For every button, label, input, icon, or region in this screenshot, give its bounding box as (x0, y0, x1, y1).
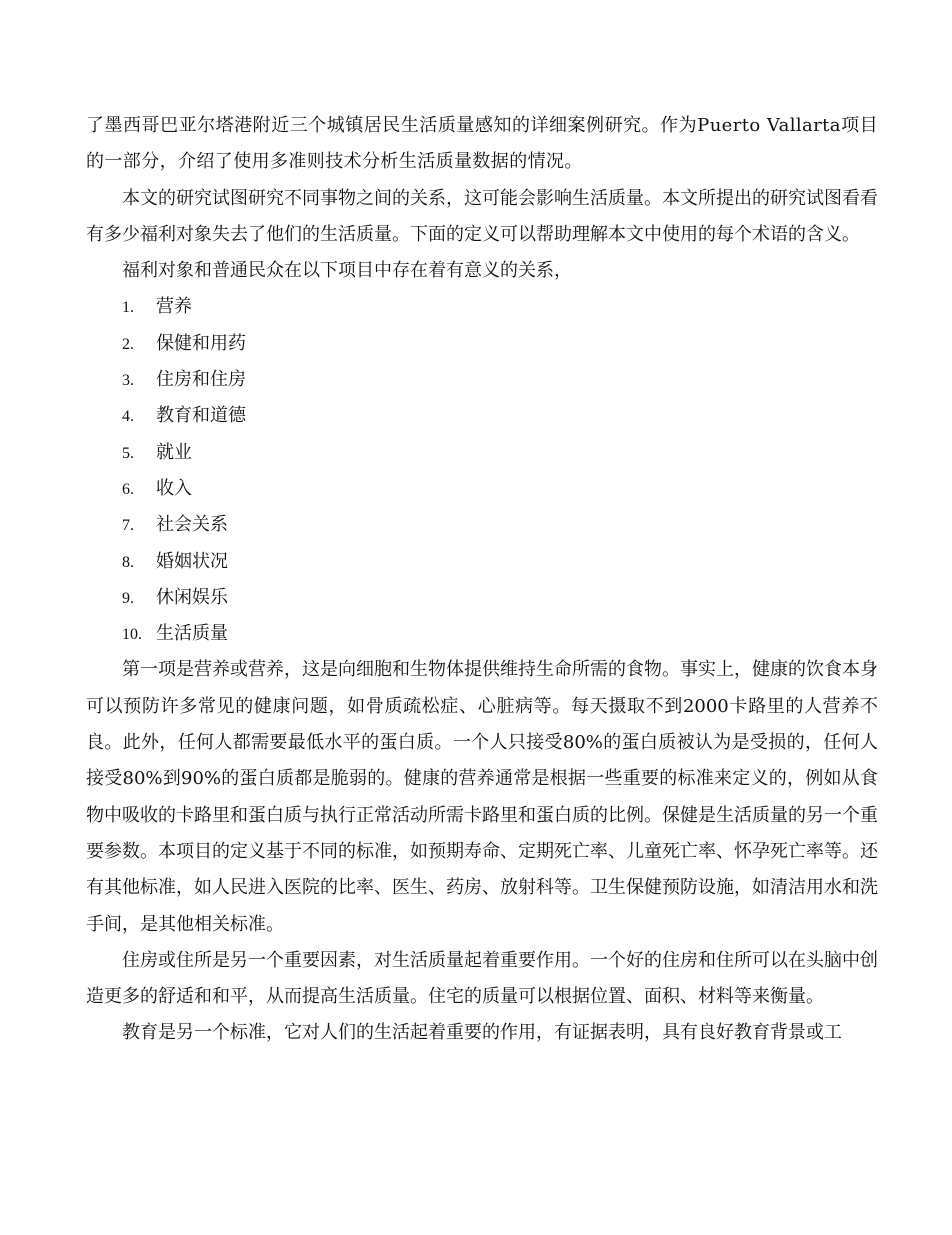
list-item-number: 5. (122, 444, 134, 462)
list-item (86, 289, 878, 325)
list-item-text: 保健和用药 (156, 332, 246, 354)
education-paragraph: 教育是另一个标准，它对人们的生活起着重要的作用，有证据表明，具有良好教育背景或工 (122, 1022, 842, 1044)
list-item-number: 4. (122, 408, 134, 426)
list-item-number: 10. (122, 626, 142, 644)
list-item (86, 471, 878, 507)
list-item-number: 9. (122, 589, 134, 607)
list-item (86, 435, 878, 471)
list-item-text: 教育和道德 (156, 405, 246, 427)
list-item (86, 398, 878, 434)
list-item (86, 507, 878, 543)
list-item-number: 2. (122, 335, 134, 353)
list-item (86, 544, 878, 580)
list-item-text: 营养 (156, 296, 192, 318)
list-item-text: 社会关系 (156, 514, 228, 536)
list-item-number: 7. (122, 517, 134, 535)
housing-paragraph: 住房或住所是另一个重要因素，对生活质量起着重要作用。一个好的住房和住所可以在头脑中创造更多的舒适和和平，从而提高生活质量。住宅的质量可以根据位置、面积、材料等来衡量。 (86, 949, 878, 1008)
list-item-text: 休闲娱乐 (156, 586, 228, 608)
document-page (86, 108, 878, 1052)
list-item-number: 6. (122, 480, 134, 498)
list-item-text: 就业 (156, 441, 192, 463)
list-item-number: 8. (122, 553, 134, 571)
list-item-text: 住房和住房 (156, 369, 246, 391)
intro-paragraph: 了墨西哥巴亚尔塔港附近三个城镇居民生活质量感知的详细案例研究。作为Puerto Vallarta项目的一部分，介绍了使用多准则技术分析生活质量数据的情况。 (86, 115, 878, 173)
list-item (86, 580, 878, 616)
criteria-list (86, 289, 878, 652)
list-item-text: 生活质量 (156, 623, 228, 645)
list-item (86, 362, 878, 398)
nutrition-paragraph: 第一项是营养或营养，这是向细胞和生物体提供维持生命所需的食物。事实上，健康的饮食本身可以预防许多常见的健康问题，如骨质疏松症、心脏病等。每天摄取不到2000卡路里的人营养不良。此外，任何人都需要最低水平的蛋白质。一个人只接受80%的蛋白质被认为是受损的，任何人接受80%到90%的蛋白质都是脆弱的。健康的营养通常是根据一些重要的标准来定义的，例如从食物中吸收的卡路里和蛋白质与执行正常活动所需卡路里和蛋白质的比例。保健是生活质量的另一个重要参数。本项目的定义基于不同的标准，如预期寿命、定期死亡率、儿童死亡率、怀孕死亡率等。还有其他标准，如人民进入医院的比率、医生、药房、放射科等。卫生保健预防设施，如清洁用水和洗手间，是其他相关标准。 (86, 659, 878, 935)
list-item-text: 婚姻状况 (156, 550, 228, 572)
list-item (86, 616, 878, 652)
list-item (86, 326, 878, 362)
research-paragraph: 本文的研究试图研究不同事物之间的关系，这可能会影响生活质量。本文所提出的研究试图看看有多少福利对象失去了他们的生活质量。下面的定义可以帮助理解本文中使用的每个术语的含义。 (86, 187, 878, 245)
list-item-number: 1. (122, 299, 134, 317)
list-item-number: 3. (122, 372, 134, 390)
list-intro-paragraph: 福利对象和普通民众在以下项目中存在着有意义的关系， (122, 260, 572, 282)
list-item-text: 收入 (156, 477, 192, 499)
